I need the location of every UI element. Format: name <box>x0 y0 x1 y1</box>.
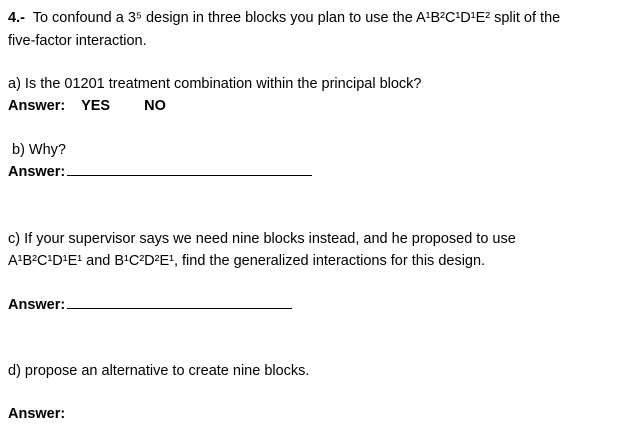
part-a-answer-row <box>8 97 166 115</box>
question-4-intro-line-1 <box>8 9 560 27</box>
part-b-answer-row <box>8 163 312 181</box>
question-4-intro-line-2: five-factor interaction. <box>8 33 147 49</box>
part-a-question: a) Is the 01201 treatment combination within the principal block? <box>8 76 422 92</box>
part-c-answer-blank[interactable] <box>67 307 292 309</box>
part-b-answer-blank[interactable] <box>67 174 312 176</box>
part-d-answer-label: Answer: <box>8 406 66 422</box>
part-b-question: b) Why? <box>12 142 66 158</box>
part-c-question-line-2: A¹B²C¹D¹E¹ and B¹C²D²E¹, find the generalized interactions for this design. <box>8 253 486 269</box>
no-option[interactable]: NO <box>144 98 166 114</box>
part-c-answer-row <box>8 296 292 314</box>
question-number: 4.- <box>8 10 25 26</box>
question-intro-text: To confound a 3⁵ design in three blocks you plan to use the A¹B²C¹D¹E² split of the <box>32 10 561 26</box>
part-a-answer-label: Answer: <box>8 98 66 114</box>
part-c-question-line-1: c) If your supervisor says we need nine blocks instead, and he proposed to use <box>8 231 516 247</box>
part-c-answer-label: Answer: <box>8 297 66 313</box>
part-d-question: d) propose an alternative to create nine blocks. <box>8 363 310 379</box>
part-d-answer-row <box>8 405 65 423</box>
part-b-answer-label: Answer: <box>8 164 66 180</box>
yes-option[interactable]: YES <box>81 98 111 114</box>
